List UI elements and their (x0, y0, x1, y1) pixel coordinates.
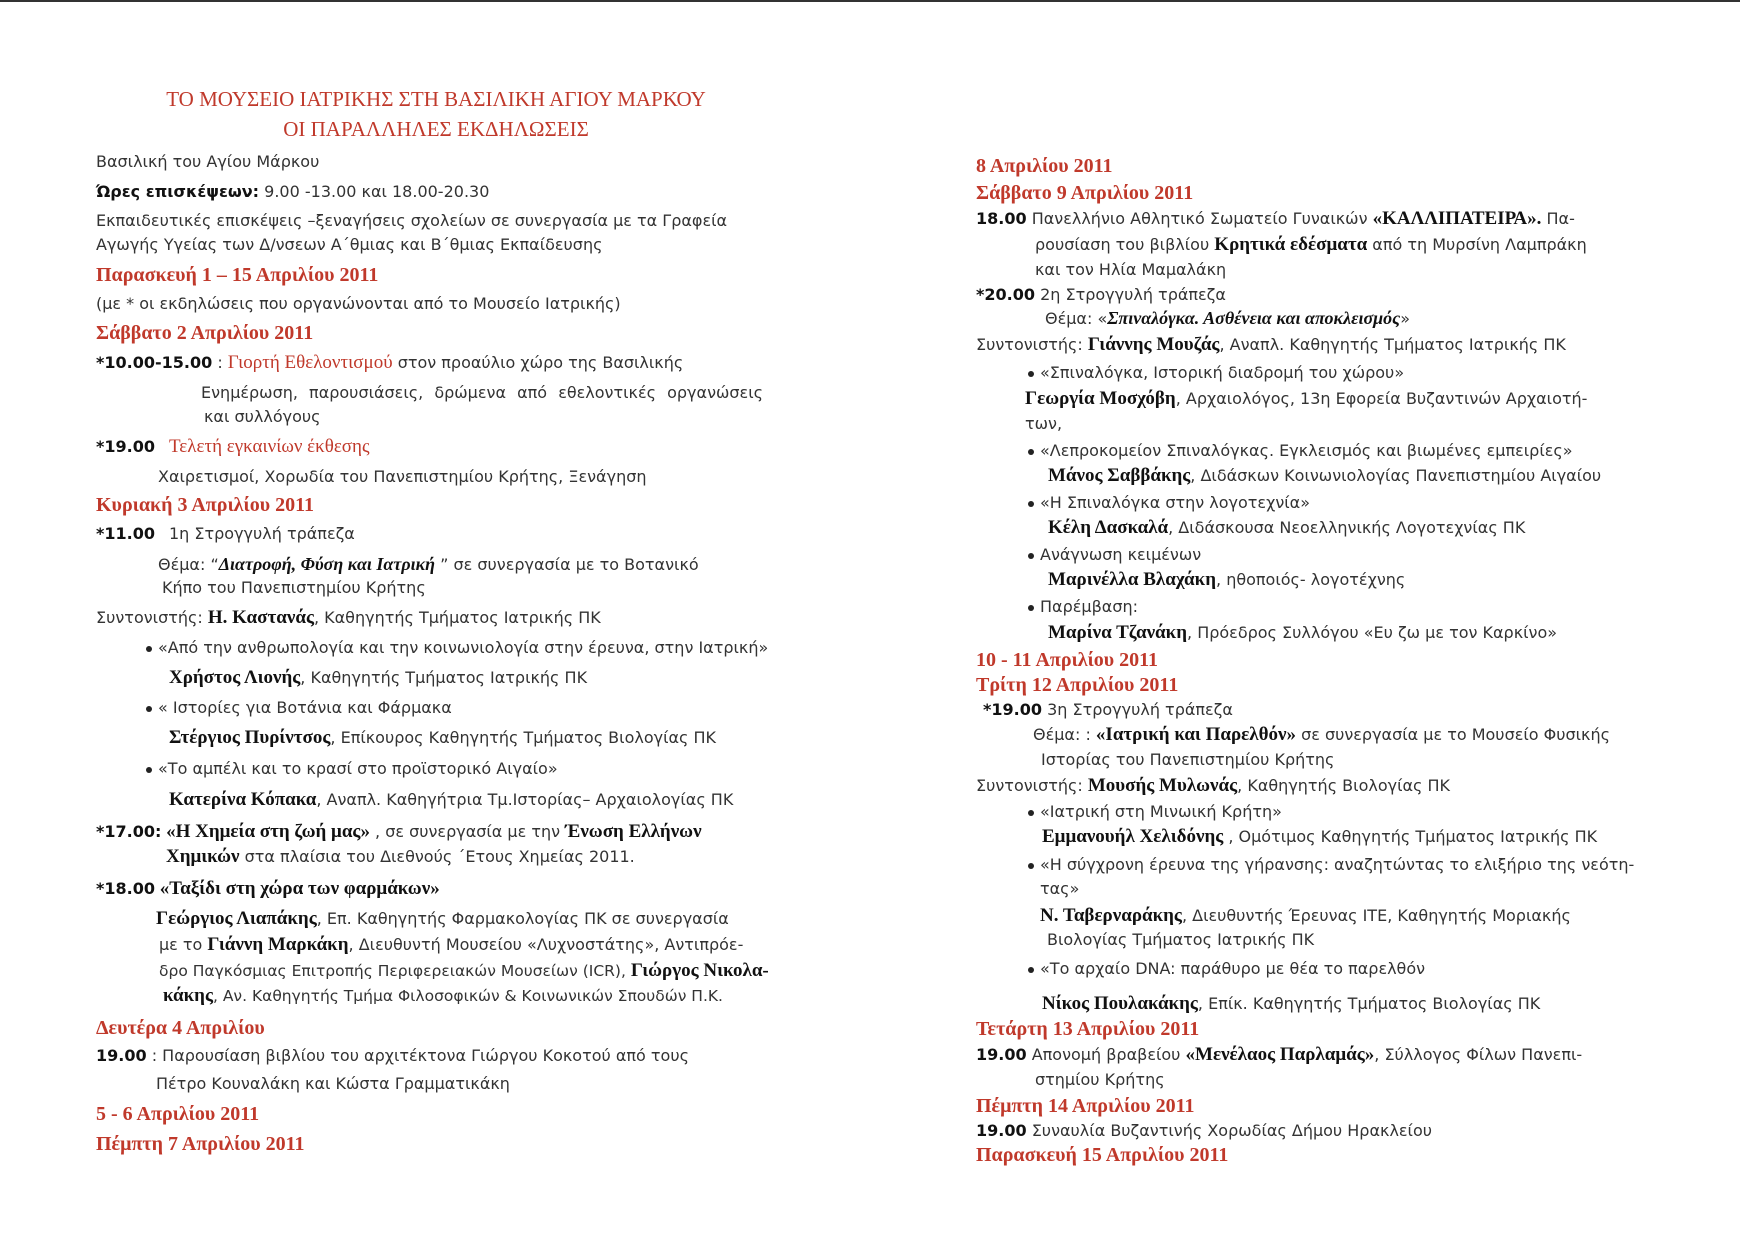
bullet-icon (1028, 967, 1034, 973)
talk-title: «Το αρχαίο DNA: παράθυρο με θέα το παρελθόν (1040, 959, 1426, 978)
speaker-name: Μαρινέλλα Βλαχάκη (1048, 569, 1217, 590)
theme-title: «Ιατρική και Παρελθόν» (1095, 724, 1296, 745)
speaker-role: , Αναπλ. Καθηγήτρια Τμ.Ιστορίας– Αρχαιολογίας ΠΚ (316, 790, 734, 809)
bullet-icon (146, 706, 152, 712)
speaker (1040, 905, 1571, 927)
event-chemistry-2 (166, 846, 635, 868)
speaker-role: , Ομότιμος Καθηγητής Τμήματος Ιατρικής ΠΚ (1223, 827, 1598, 846)
bullet-icon (146, 646, 152, 652)
coordinator (96, 607, 601, 629)
pharma-line-4 (163, 985, 723, 1007)
heading-fri-15: Παρασκευή 15 Απριλίου 2011 (976, 1144, 1229, 1166)
talk-item (1028, 596, 1138, 618)
talk-title: Παρέμβαση: (1040, 597, 1138, 616)
coordinator-name: Η. Καστανάς (207, 607, 314, 628)
coordinator-role: , Καθηγητής Τμήματος Ιατρικής ΠΚ (313, 608, 601, 627)
speaker-role: , Πρόεδρος Συλλόγου «Ευ ζω με τον Καρκίνο» (1187, 623, 1558, 642)
talk-item (1028, 440, 1573, 462)
theme-label: Θέμα: « (1045, 309, 1108, 328)
speaker-role: , Επίκουρος Καθηγητής Τμήματος Βιολογίας ΠΚ (330, 728, 717, 747)
heading-sun-3: Κυριακή 3 Απριλίου 2011 (96, 494, 314, 516)
event-title: 3η Στρογγυλή τράπεζα (1041, 700, 1233, 719)
event-book-2: Πέτρο Κουναλάκη και Κώστα Γραμματικάκη (156, 1074, 510, 1093)
coordinator-label: Συντονιστής: (976, 335, 1088, 354)
talk-title: «Σπιναλόγκα, Ιστορική διαδρομή του χώρου» (1040, 363, 1405, 382)
coordinator-role: , Αναπλ. Καθηγητής Τμήματος Ιατρικής ΠΚ (1219, 335, 1566, 354)
event-time: *11.00 (96, 524, 155, 543)
theme-line (1045, 307, 1410, 330)
speaker-name: κάκης (163, 985, 213, 1006)
heading-wed-13: Τετάρτη 13 Απριλίου 2011 (976, 1018, 1200, 1040)
speaker (1048, 465, 1601, 487)
event-text: Πα- (1541, 209, 1575, 228)
event-title: «Η Χημεία στη ζωή μας» (161, 821, 370, 842)
event-time: *17.00: (96, 822, 162, 841)
venue: Βασιλική του Αγίου Μάρκου (96, 152, 320, 171)
event-time: *19.00 (96, 437, 155, 456)
heading-sat-2: Σάββατο 2 Απριλίου 2011 (96, 322, 314, 344)
coordinator-label: Συντονιστής: (976, 776, 1088, 795)
event-roundtable-1 (96, 523, 355, 545)
event-concert (976, 1120, 1432, 1142)
speaker-role: , Διευθυντής Έρευνας ΙΤΕ, Καθηγητής Μοριακής (1181, 906, 1571, 925)
talk-item (1028, 801, 1282, 823)
event-org: «ΚΑΛΛΙΠΑΤΕΙΡΑ». (1372, 208, 1542, 229)
speaker-role: , Αν. Καθηγητής Τμήμα Φιλοσοφικών & Κοινωνικών Σπουδών Π.Κ. (212, 987, 723, 1005)
speaker-name: Ν. Ταβερναράκης (1040, 905, 1182, 926)
theme-line-2: Κήπο του Πανεπιστημίου Κρήτης (162, 578, 426, 597)
speaker (1048, 569, 1405, 591)
heading-period: Παρασκευή 1 – 15 Απριλίου 2011 (96, 264, 379, 286)
heading-10-11: 10 - 11 Απριλίου 2011 (976, 649, 1159, 671)
event-opening (96, 436, 370, 458)
event-time: 19.00 (976, 1045, 1027, 1064)
event-org: Χημικών (166, 846, 240, 867)
heading-mon-4: Δευτέρα 4 Απριλίου (96, 1017, 265, 1039)
event-title: «Ταξίδι στη χώρα των φαρμάκων» (154, 878, 440, 899)
speaker-name: Γεωργία Μοσχόβη (1025, 388, 1176, 409)
coordinator-name: Μουσής Μυλωνάς (1087, 775, 1238, 796)
heading-8: 8 Απριλίου 2011 (976, 155, 1113, 177)
theme-label: Θέμα: : (1033, 725, 1096, 744)
bullet-icon (1028, 371, 1034, 377)
event-pharma (96, 878, 440, 900)
speaker-name: Γιώργος Νικολα- (630, 960, 769, 981)
separator: : (212, 353, 228, 372)
event-text: στα πλαίσια του Διεθνούς ΄Ετους Χημείας 2011. (239, 847, 635, 866)
talk-title: « Ιστορίες για Βοτάνια και Φάρμακα (158, 698, 452, 717)
event-opening-desc: Χαιρετισμοί, Χορωδία του Πανεπιστημίου Κρήτης, Ξενάγηση (158, 467, 647, 486)
speaker (1048, 517, 1525, 539)
bullet-icon (146, 767, 152, 773)
title-line-2: ΟΙ ΠΑΡΑΛΛΗΛΕΣ ΕΚΔΗΛΩΣΕΙΣ (283, 117, 589, 141)
theme-line (1033, 724, 1610, 746)
theme-text: ” σε συνεργασία με το Βοτανικό (435, 555, 699, 574)
bullet-icon (1028, 553, 1034, 559)
event-volunteer-desc-2: και συλλόγους (204, 407, 321, 426)
speaker (169, 789, 733, 811)
theme-line-2: Ιστορίας του Πανεπιστημίου Κρήτης (1041, 750, 1335, 769)
event-title: Τελετή εγκαινίων έκθεσης (168, 436, 370, 457)
event-time: 19.00 (976, 1121, 1027, 1140)
event-text: Απονομή βραβείου (1026, 1045, 1186, 1064)
event-text: Πανελλήνιο Αθλητικό Σωματείο Γυναικών (1026, 209, 1373, 228)
event-text: : Παρουσίαση βιβλίου του αρχιτέκτονα Γιώργου Κοκοτού από τους (146, 1046, 689, 1065)
bullet-icon (1028, 810, 1034, 816)
speaker-name: Γιάννη Μαρκάκη (207, 934, 349, 955)
event-kallipateira-3: και τον Ηλία Μαμαλάκη (1035, 260, 1227, 279)
heading-tue-12: Τρίτη 12 Απριλίου 2011 (976, 674, 1179, 696)
hours-label: Ώρες επισκέψεων: (96, 182, 260, 201)
speaker-role: , Επ. Καθηγητής Φαρμακολογίας ΠΚ σε συνεργασία (316, 909, 729, 928)
edu-line-2: Αγωγής Υγείας των Δ/νσεων Α΄θμιας και Β΄θμιας Εκπαίδευσης (96, 235, 603, 254)
text: δρο Παγκόσμιας Επιτροπής Περιφερειακών Μουσείων (ICR), (159, 962, 631, 980)
pharma-line-2 (159, 934, 743, 956)
coordinator-label: Συντονιστής: (96, 608, 208, 627)
talk-item (1028, 544, 1201, 566)
speaker-role: , Διδάσκων Κοινωνιολογίας Πανεπιστημίου Αιγαίου (1190, 466, 1602, 485)
theme-title: Σπιναλόγκα. Ασθένεια και αποκλεισμός (1107, 308, 1401, 328)
coordinator (976, 334, 1566, 356)
pharma-line-3 (159, 960, 769, 982)
talk-title: «Η σύγχρονη έρευνα της γήρανσης: αναζητώντας το ελιξήριο της νεότη- (1040, 855, 1635, 874)
event-time: *19.00 (983, 700, 1042, 719)
speaker-name: Μάνος Σαββάκης (1048, 465, 1191, 486)
talk-title: «Η Σπιναλόγκα στην λογοτεχνία» (1040, 493, 1310, 512)
speaker-cont: των, (1025, 414, 1063, 433)
note: (με * οι εκδηλώσεις που οργανώνονται από το Μουσείο Ιατρικής) (96, 294, 621, 313)
theme-text: » (1400, 309, 1411, 328)
event-chemistry (96, 821, 702, 843)
talk-item (1028, 854, 1634, 876)
talk-item (1028, 362, 1404, 384)
event-time: *18.00 (96, 879, 155, 898)
speaker-role: , Αρχαιολόγος, 13η Εφορεία Βυζαντινών Αρχαιοτή- (1175, 389, 1588, 408)
bullet-icon (1028, 501, 1034, 507)
speaker (1025, 388, 1587, 410)
event-kallipateira (976, 208, 1575, 230)
event-time: *10.00-15.00 (96, 353, 213, 372)
title-line-1: ΤΟ ΜΟΥΣΕΙΟ ΙΑΤΡΙΚΗΣ ΣΤΗ ΒΑΣΙΛΙΚΗ ΑΓΙΟΥ ΜΑΡΚΟΥ (166, 87, 706, 111)
heading-5-6: 5 - 6 Απριλίου 2011 (96, 1103, 260, 1125)
bullet-icon (1028, 605, 1034, 611)
event-text: Συναυλία Βυζαντινής Χορωδίας Δήμου Ηρακλείου (1026, 1121, 1433, 1140)
speaker-role: , Διδάσκουσα Νεοελληνικής Λογοτεχνίας ΠΚ (1168, 518, 1526, 537)
speaker-name: Στέργιος Πυρίντσος (169, 727, 331, 748)
event-org: Ένωση Ελλήνων (565, 821, 702, 842)
text: με το (159, 935, 208, 954)
speaker-name: Γεώργιος Λιαπάκης (156, 908, 317, 929)
theme-text: σε συνεργασία με το Μουσείο Φυσικής (1295, 725, 1611, 744)
bullet-icon (1028, 449, 1034, 455)
talk-item (146, 758, 558, 780)
event-title: Γιορτή Εθελοντισμού (227, 352, 393, 373)
heading-sat-9: Σάββατο 9 Απριλίου 2011 (976, 182, 1194, 204)
heading-thu-7: Πέμπτη 7 Απριλίου 2011 (96, 1133, 305, 1155)
speaker (169, 727, 716, 749)
speaker-name: Νίκος Πουλακάκης (1042, 993, 1198, 1014)
top-border (0, 0, 1740, 2)
event-roundtable-2 (976, 284, 1226, 306)
hours-value: 9.00 -13.00 και 18.00-20.30 (259, 182, 490, 201)
event-volunteer (96, 352, 683, 374)
speaker (1048, 622, 1557, 644)
coordinator-role: , Καθηγητής Βιολογίας ΠΚ (1237, 776, 1451, 795)
speaker-role: , Επίκ. Καθηγητής Τμήματος Βιολογίας ΠΚ (1197, 994, 1541, 1013)
talk-title: «Το αμπέλι και το κρασί στο προϊστορικό Αιγαίο» (158, 759, 558, 778)
speaker-role: , Διευθυντή Μουσείου «Λυχνοστάτης», Αντιπρόε- (348, 935, 744, 954)
event-award (976, 1044, 1582, 1066)
visiting-hours (96, 181, 489, 203)
theme-line-1 (158, 553, 699, 576)
talk-item-cont: τας» (1040, 879, 1080, 898)
talk-title: Ανάγνωση κειμένων (1040, 545, 1202, 564)
talk-title: «Από την ανθρωπολογία και την κοινωνιολογία στην έρευνα, στην Ιατρική» (158, 638, 769, 657)
event-volunteer-desc-1: Ενημέρωση, παρουσιάσεις, δρώμενα από εθελοντικές οργανώσεις (201, 383, 763, 402)
book-title: Κρητικά εδέσματα (1214, 234, 1368, 255)
speaker-role: , Καθηγητής Τμήματος Ιατρικής ΠΚ (300, 668, 588, 687)
coordinator-name: Γιάννης Μουζάς (1087, 334, 1220, 355)
event-text: ρουσίαση του βιβλίου (1035, 235, 1215, 254)
event-book (96, 1045, 689, 1067)
coordinator (976, 775, 1450, 797)
event-time: 19.00 (96, 1046, 147, 1065)
speaker (1042, 993, 1540, 1015)
theme-label: Θέμα: “ (158, 555, 219, 574)
talk-item (1028, 958, 1425, 980)
event-roundtable-3 (983, 699, 1233, 721)
speaker (169, 667, 587, 689)
speaker-cont: Βιολογίας Τμήματος Ιατρικής ΠΚ (1047, 930, 1315, 949)
event-text: , σε συνεργασία με την (369, 822, 566, 841)
event-time: 18.00 (976, 209, 1027, 228)
event-title: 1η Στρογγυλή τράπεζα (168, 524, 355, 543)
speaker-name: Εμμανουήλ Χελιδόνης (1042, 826, 1224, 847)
heading-thu-14: Πέμπτη 14 Απριλίου 2011 (976, 1095, 1195, 1117)
talk-item (146, 637, 768, 659)
speaker-name: Κέλη Δασκαλά (1048, 517, 1169, 538)
theme-title: Διατροφή, Φύση και Ιατρική (218, 554, 436, 574)
event-award-2: στημίου Κρήτης (1035, 1070, 1165, 1089)
pharma-line-1 (156, 908, 729, 930)
event-text: στον προαύλιο χώρο της Βασιλικής (392, 353, 684, 372)
speaker-name: Μαρίνα Τζανάκη (1048, 622, 1188, 643)
talk-item (146, 697, 452, 719)
speaker-role: , ηθοποιός- λογοτέχνης (1216, 570, 1406, 589)
award-name: «Μενέλαος Παρλαμάς» (1185, 1044, 1375, 1065)
speaker-name: Χρήστος Λιονής (169, 667, 301, 688)
event-text: , Σύλλογος Φίλων Πανεπι- (1374, 1045, 1583, 1064)
speaker-name: Κατερίνα Κόπακα (169, 789, 317, 810)
talk-title: «Λεπροκομείον Σπιναλόγκας. Εγκλεισμός και βιωμένες εμπειρίες» (1040, 441, 1573, 460)
event-time: *20.00 (976, 285, 1035, 304)
event-text: από τη Μυρσίνη Λαμπράκη (1367, 235, 1587, 254)
talk-item (1028, 492, 1310, 514)
speaker (1042, 826, 1597, 848)
talk-title: «Ιατρική στη Μινωική Κρήτη» (1040, 802, 1282, 821)
edu-line-1: Εκπαιδευτικές επισκέψεις –ξεναγήσεις σχολείων σε συνεργασία με τα Γραφεία (96, 211, 728, 230)
event-title: 2η Στρογγυλή τράπεζα (1034, 285, 1226, 304)
bullet-icon (1028, 863, 1034, 869)
event-kallipateira-2 (1035, 234, 1587, 256)
